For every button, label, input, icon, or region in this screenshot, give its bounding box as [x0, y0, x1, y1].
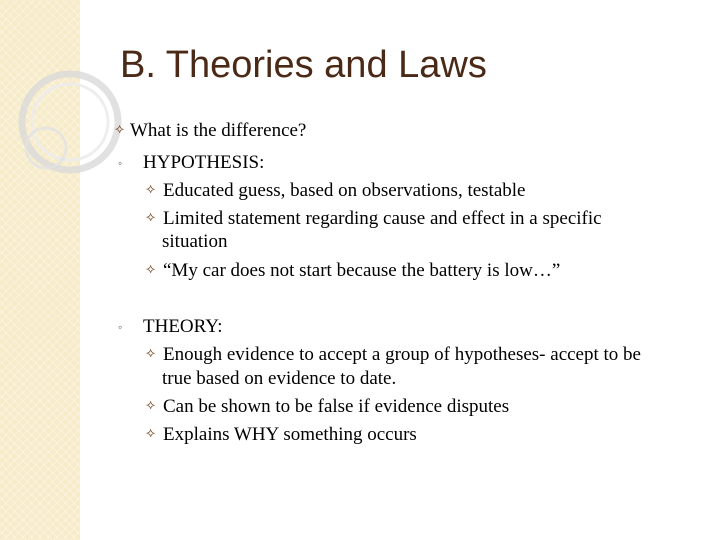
circle-bullet-icon: ◦: [118, 320, 123, 334]
hypothesis-point-2: Limited statement regarding cause and effect in a specific: [163, 208, 602, 229]
hypothesis-point-1: Educated guess, based on observations, testable: [163, 180, 526, 201]
theory-point-1-continuation: true based on evidence to date.: [162, 368, 397, 389]
slide-title: B. Theories and Laws: [120, 44, 487, 86]
checkmark-bullet-icon: ⟡: [146, 210, 156, 225]
checkmark-bullet-icon: ⟡: [146, 182, 156, 197]
hypothesis-point-2-continuation: situation: [162, 231, 228, 252]
theory-point-1: Enough evidence to accept a group of hypotheses- accept to be: [163, 344, 641, 365]
checkmark-bullet-icon: ⟡: [146, 398, 156, 413]
checkmark-bullet-icon: ⟡: [115, 122, 125, 137]
checkmark-bullet-icon: ⟡: [146, 346, 156, 361]
section-heading-hypothesis: HYPOTHESIS:: [143, 152, 265, 173]
theory-point-3: Explains WHY something occurs: [163, 424, 417, 445]
section-heading-theory: THEORY:: [143, 316, 223, 337]
hypothesis-point-3: “My car does not start because the battery is low…”: [163, 260, 561, 281]
checkmark-bullet-icon: ⟡: [146, 426, 156, 441]
theory-point-2: Can be shown to be false if evidence disputes: [163, 396, 510, 417]
question-text: What is the difference?: [130, 120, 307, 141]
circle-bullet-icon: ◦: [118, 156, 123, 170]
checkmark-bullet-icon: ⟡: [146, 262, 156, 277]
